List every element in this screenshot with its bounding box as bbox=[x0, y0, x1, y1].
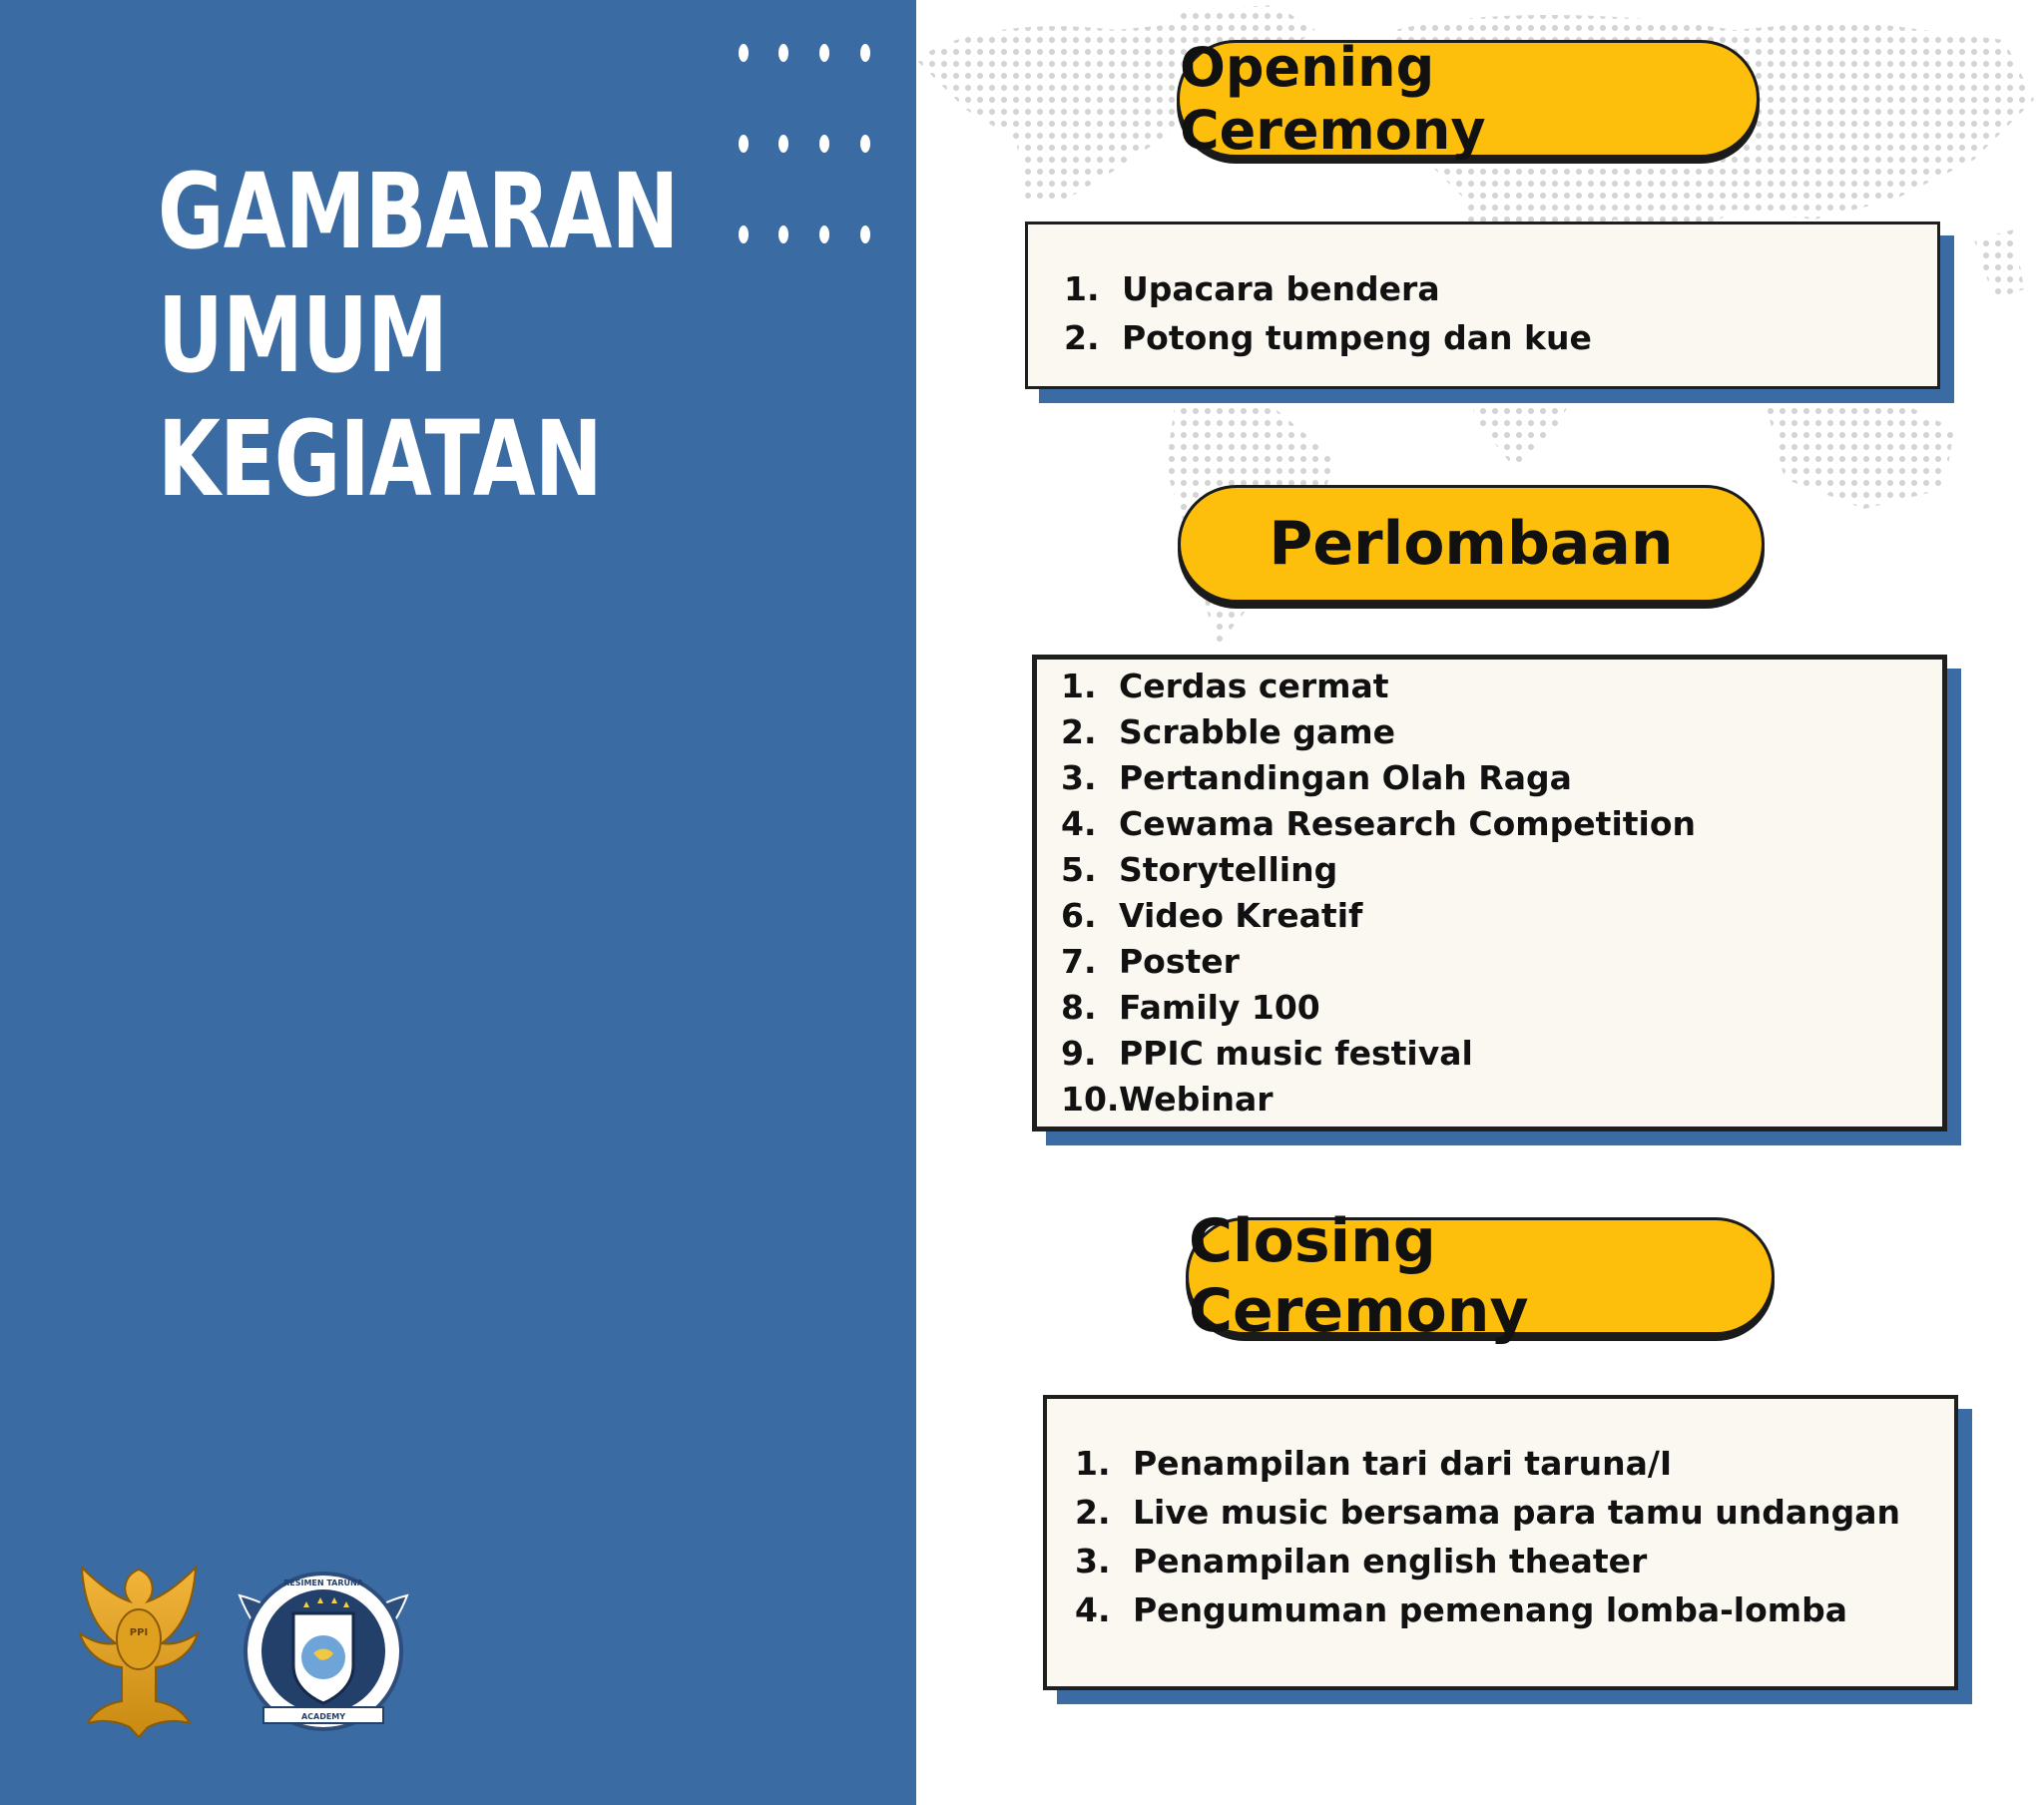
left-panel bbox=[0, 0, 916, 1805]
page-title bbox=[158, 150, 679, 521]
list-item: 10. Webinar bbox=[1061, 1080, 1274, 1119]
competitions-card bbox=[1032, 655, 1947, 1131]
academy-crest-icon bbox=[234, 1562, 413, 1741]
list-item: 6. Video Kreatif bbox=[1061, 896, 1363, 935]
list-item: 9. PPIC music festival bbox=[1061, 1034, 1473, 1073]
opening-ceremony-list bbox=[1064, 264, 1937, 362]
list-item: 5. Storytelling bbox=[1061, 850, 1338, 889]
list-item: 4. Cewama Research Competition bbox=[1061, 804, 1697, 843]
competitions-list bbox=[1061, 664, 1942, 1123]
list-item: 2. Potong tumpeng dan kue bbox=[1064, 318, 1592, 357]
list-item: 1. Upacara bendera bbox=[1064, 269, 1440, 308]
opening-ceremony-card bbox=[1025, 222, 1940, 389]
opening-ceremony-title bbox=[1177, 36, 1760, 162]
closing-ceremony-label: Closing Ceremony bbox=[1189, 1206, 1529, 1346]
eagle-emblem-icon bbox=[64, 1562, 214, 1741]
title-line-1: GAMBARAN bbox=[158, 151, 679, 272]
list-item: 7. Poster bbox=[1061, 942, 1240, 981]
crest-bottom-text: ACADEMY bbox=[300, 1712, 346, 1721]
list-item: 8. Family 100 bbox=[1061, 988, 1320, 1027]
list-item: 4. Pengumuman pemenang lomba-lomba bbox=[1075, 1590, 1848, 1629]
closing-ceremony-card bbox=[1043, 1395, 1958, 1690]
closing-ceremony-list bbox=[1075, 1439, 1954, 1634]
list-item: 3. Penampilan english theater bbox=[1075, 1542, 1648, 1580]
dot-grid-decoration bbox=[739, 44, 878, 253]
list-item: 3. Pertandingan Olah Raga bbox=[1061, 758, 1572, 797]
logos bbox=[64, 1562, 423, 1741]
emblem-text: PPI bbox=[129, 1627, 149, 1638]
title-line-2: UMUM bbox=[158, 274, 448, 396]
list-item: 1. Penampilan tari dari taruna/I bbox=[1075, 1444, 1673, 1483]
list-item: 2. Live music bersama para tamu undangan bbox=[1075, 1493, 1901, 1532]
list-item: 1. Cerdas cermat bbox=[1061, 667, 1389, 705]
title-line-3: KEGIATAN bbox=[158, 398, 602, 520]
list-item: 2. Scrabble game bbox=[1061, 712, 1395, 751]
opening-ceremony-label: Opening Ceremony bbox=[1180, 36, 1486, 162]
competitions-label: Perlombaan bbox=[1269, 509, 1674, 579]
crest-top-text: RESIMEN TARUNA bbox=[283, 1579, 363, 1587]
competitions-title bbox=[1178, 485, 1765, 603]
closing-ceremony-title bbox=[1186, 1206, 1775, 1346]
